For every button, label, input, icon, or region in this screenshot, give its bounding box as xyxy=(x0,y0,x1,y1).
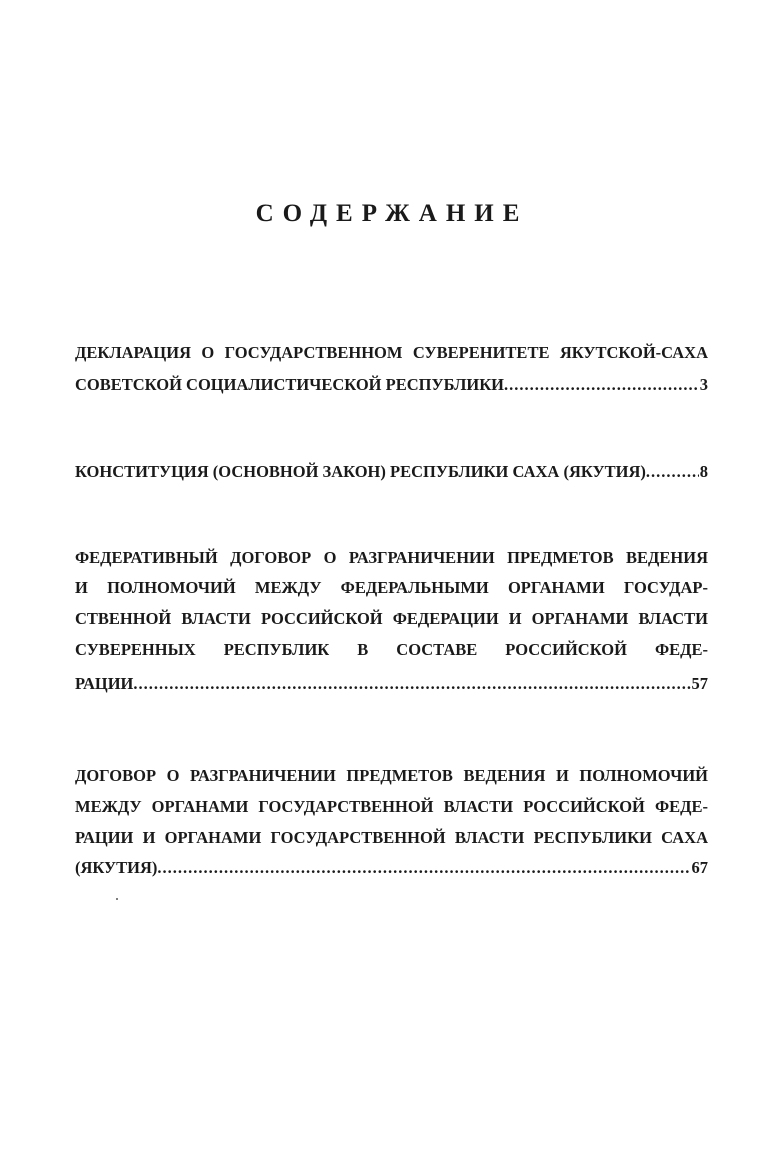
toc-entry-2[interactable] xyxy=(75,462,708,482)
toc-entry-line: И ПОЛНОМОЧИЙ МЕЖДУ ФЕДЕРАЛЬНЫМИ ОРГАНАМИ ГОСУДАР- xyxy=(75,578,708,597)
toc-entry-line: СТВЕННОЙ ВЛАСТИ РОССИЙСКОЙ ФЕДЕРАЦИИ И ОРГАНАМИ ВЛАСТИ xyxy=(75,609,708,628)
page-title: СОДЕРЖАНИЕ xyxy=(255,200,529,227)
page-number: 8 xyxy=(699,462,708,481)
dot-leader xyxy=(504,375,699,395)
dot-leader xyxy=(157,858,690,878)
toc-entry-text: СОВЕТСКОЙ СОЦИАЛИСТИЧЕСКОЙ РЕСПУБЛИКИ xyxy=(75,375,504,394)
toc-entry-text: (ЯКУТИЯ) xyxy=(75,858,158,877)
toc-entry-text: КОНСТИТУЦИЯ (ОСНОВНОЙ ЗАКОН) РЕСПУБЛИКИ САХА (ЯКУТИЯ) xyxy=(75,462,646,481)
page-number: 3 xyxy=(699,375,708,394)
page-number: 67 xyxy=(691,858,708,877)
toc-entry-line: МЕЖДУ ОРГАНАМИ ГОСУДАРСТВЕННОЙ ВЛАСТИ РОССИЙСКОЙ ФЕДЕ- xyxy=(75,797,708,816)
scan-speck xyxy=(116,898,118,900)
toc-entry-line: ДЕКЛАРАЦИЯ О ГОСУДАРСТВЕННОМ СУВЕРЕНИТЕТЕ ЯКУТСКОЙ-САХА xyxy=(75,343,708,362)
toc-entry-1[interactable] xyxy=(75,375,708,395)
dot-leader xyxy=(133,674,690,694)
toc-entry-4[interactable] xyxy=(75,858,708,878)
page-number: 57 xyxy=(691,674,708,693)
toc-entry-text: РАЦИИ xyxy=(75,674,134,693)
toc-entry-line: ДОГОВОР О РАЗГРАНИЧЕНИИ ПРЕДМЕТОВ ВЕДЕНИЯ И ПОЛНОМОЧИЙ xyxy=(75,766,708,785)
toc-entry-line: РАЦИИ И ОРГАНАМИ ГОСУДАРСТВЕННОЙ ВЛАСТИ РЕСПУБЛИКИ САХА xyxy=(75,828,708,847)
toc-entry-line: ФЕДЕРАТИВНЫЙ ДОГОВОР О РАЗГРАНИЧЕНИИ ПРЕДМЕТОВ ВЕДЕНИЯ xyxy=(75,548,708,567)
dot-leader xyxy=(646,462,699,482)
toc-entry-line: СУВЕРЕННЫХ РЕСПУБЛИК В СОСТАВЕ РОССИЙСКОЙ ФЕДЕ- xyxy=(75,640,708,659)
toc-entry-3[interactable] xyxy=(75,674,708,694)
